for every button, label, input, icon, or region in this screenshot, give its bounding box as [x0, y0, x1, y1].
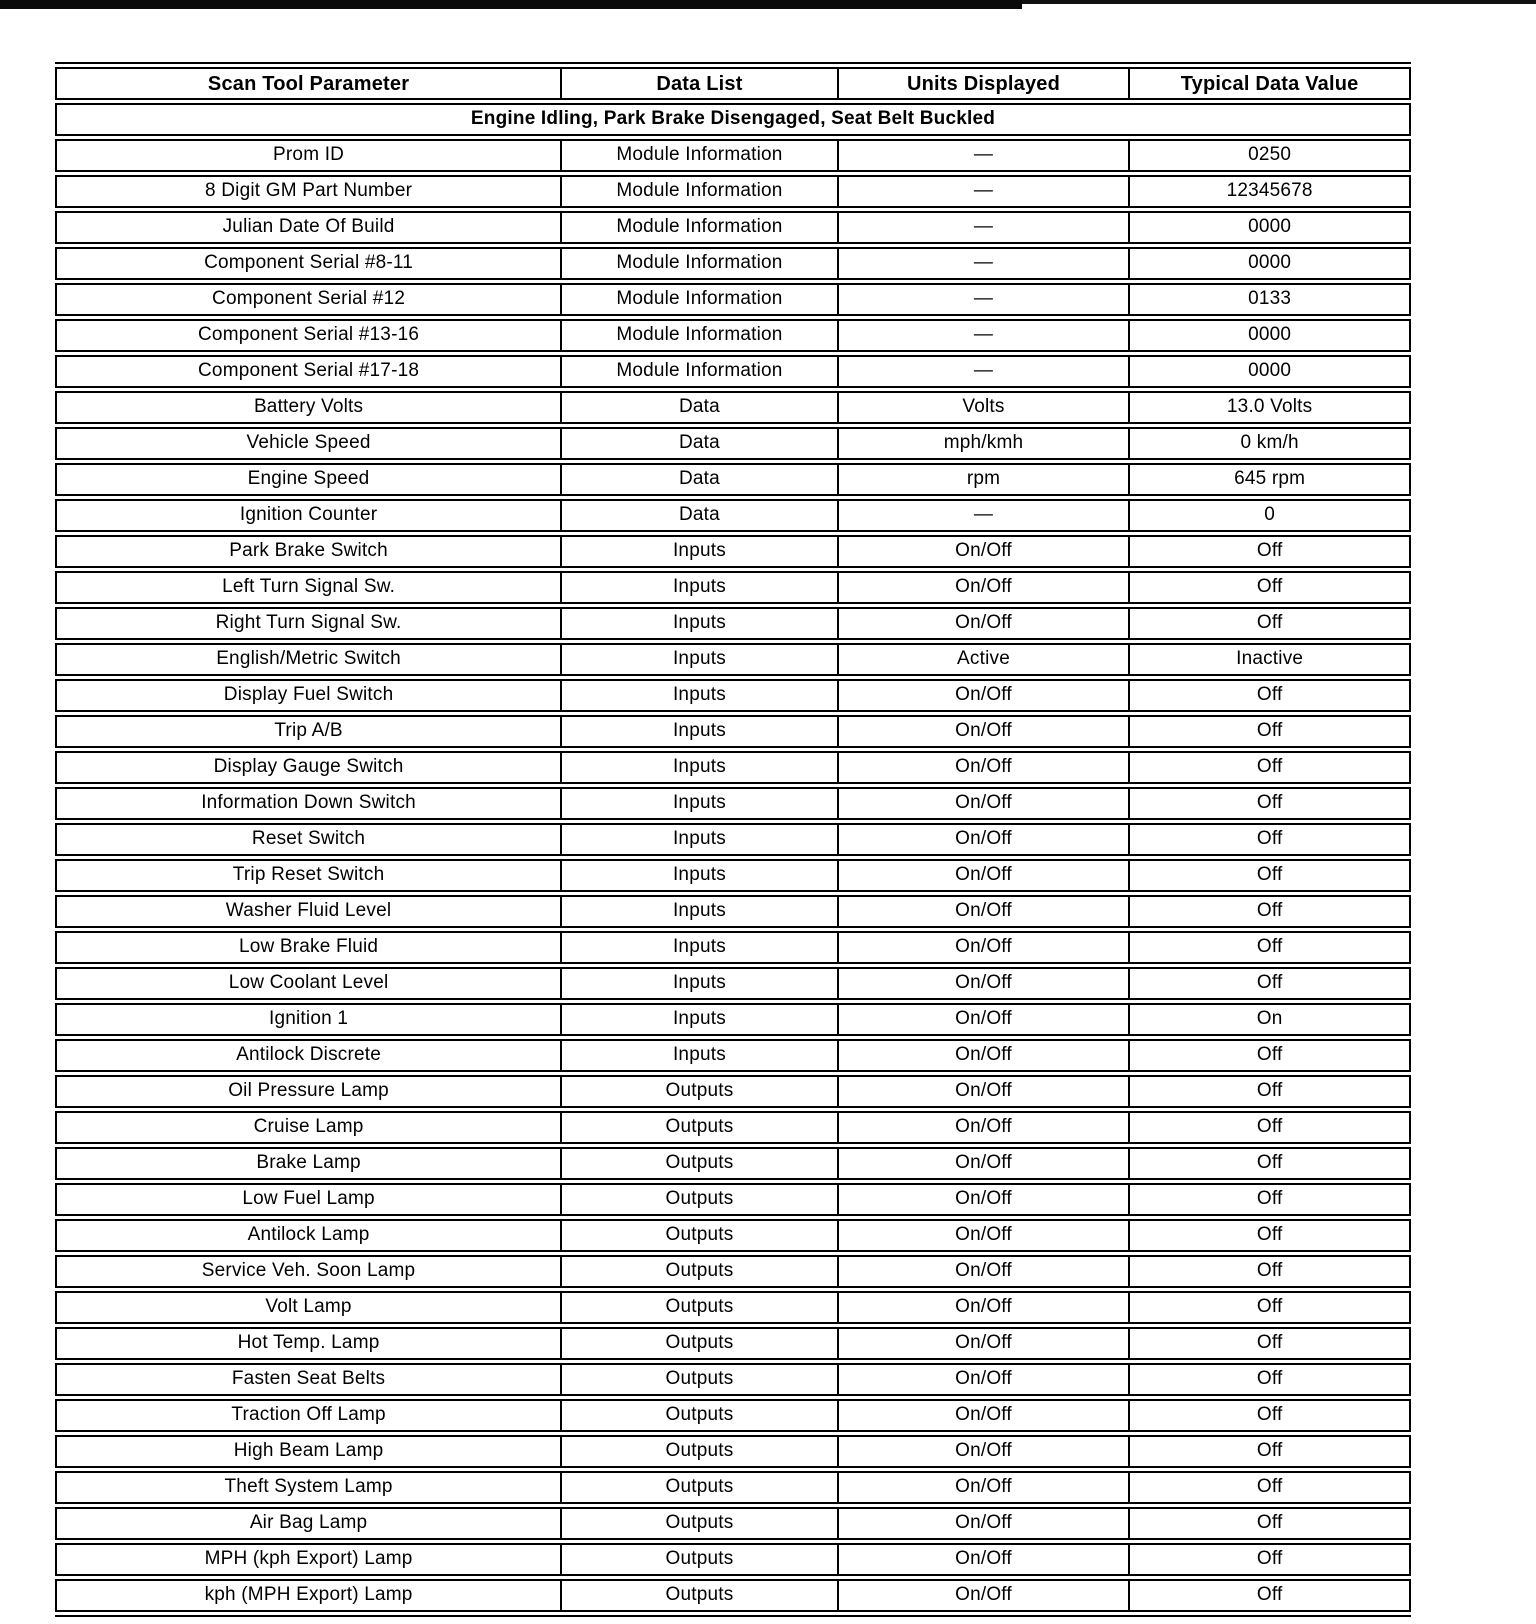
table-cell: Antilock Lamp: [55, 1219, 562, 1252]
table-cell: Outputs: [562, 1363, 839, 1396]
table-cell: Low Fuel Lamp: [55, 1183, 562, 1216]
table-cell: —: [839, 355, 1131, 388]
table-cell: Data: [562, 427, 839, 460]
table-cell: On/Off: [839, 1399, 1131, 1432]
table-cell: Washer Fluid Level: [55, 895, 562, 928]
table-cell: Off: [1130, 1579, 1411, 1612]
table-row: [55, 823, 1411, 856]
table-row: [55, 715, 1411, 748]
table-cell: Off: [1130, 1291, 1411, 1324]
table-cell: Off: [1130, 931, 1411, 964]
table-cell: Off: [1130, 895, 1411, 928]
table-cell: Module Information: [562, 283, 839, 316]
table-cell: Off: [1130, 1471, 1411, 1504]
table-row: [55, 751, 1411, 784]
table-row: [55, 499, 1411, 532]
table-cell: Vehicle Speed: [55, 427, 562, 460]
table-cell: Volt Lamp: [55, 1291, 562, 1324]
table-row: [55, 571, 1411, 604]
table-cell: Outputs: [562, 1111, 839, 1144]
table-cell: On/Off: [839, 571, 1131, 604]
table-cell: Active: [839, 643, 1131, 676]
table-cell: On/Off: [839, 607, 1131, 640]
table-cell: On/Off: [839, 1003, 1131, 1036]
table-cell: On/Off: [839, 787, 1131, 820]
table-cell: Volts: [839, 391, 1131, 424]
table-row: [55, 1075, 1411, 1108]
table-cell: Inputs: [562, 823, 839, 856]
table-row: [55, 1255, 1411, 1288]
table-row: [55, 355, 1411, 388]
table-cell: Off: [1130, 1399, 1411, 1432]
table-cell: Left Turn Signal Sw.: [55, 571, 562, 604]
table-cell: Brake Lamp: [55, 1147, 562, 1180]
table-cell: mph/kmh: [839, 427, 1131, 460]
table-cell: Inputs: [562, 679, 839, 712]
table-cell: English/Metric Switch: [55, 643, 562, 676]
table-cell: 0250: [1130, 139, 1411, 172]
table-cell: Fasten Seat Belts: [55, 1363, 562, 1396]
table-row: [55, 211, 1411, 244]
table-cell: Outputs: [562, 1327, 839, 1360]
table-cell: Inputs: [562, 535, 839, 568]
table-cell: Off: [1130, 607, 1411, 640]
table-cell: Off: [1130, 1183, 1411, 1216]
table-cell: Park Brake Switch: [55, 535, 562, 568]
table-cell: On/Off: [839, 823, 1131, 856]
table-cell: Outputs: [562, 1471, 839, 1504]
table-cell: 8 Digit GM Part Number: [55, 175, 562, 208]
table-cell: —: [839, 319, 1131, 352]
table-row: [55, 1471, 1411, 1504]
table-row: [55, 1399, 1411, 1432]
table-cell: Inputs: [562, 715, 839, 748]
scan-tool-parameter-table-wrap: [55, 62, 1411, 1617]
table-row: [55, 1147, 1411, 1180]
table-cell: kph (MPH Export) Lamp: [55, 1579, 562, 1612]
table-cell: Trip A/B: [55, 715, 562, 748]
table-cell: —: [839, 283, 1131, 316]
table-cell: Information Down Switch: [55, 787, 562, 820]
table-cell: 0000: [1130, 319, 1411, 352]
table-cell: On/Off: [839, 1435, 1131, 1468]
table-cell: Trip Reset Switch: [55, 859, 562, 892]
table-cell: Ignition Counter: [55, 499, 562, 532]
scan-tool-parameter-table: [55, 62, 1411, 1617]
header-units-displayed: Units Displayed: [839, 67, 1131, 100]
table-row: [55, 643, 1411, 676]
table-cell: Reset Switch: [55, 823, 562, 856]
table-cell: Component Serial #13-16: [55, 319, 562, 352]
table-cell: On/Off: [839, 1219, 1131, 1252]
table-cell: Inputs: [562, 931, 839, 964]
table-row: [55, 1363, 1411, 1396]
table-cell: 0000: [1130, 247, 1411, 280]
table-cell: Module Information: [562, 211, 839, 244]
table-cell: Module Information: [562, 355, 839, 388]
table-cell: Off: [1130, 787, 1411, 820]
table-cell: On/Off: [839, 535, 1131, 568]
table-cell: Off: [1130, 1219, 1411, 1252]
table-cell: Outputs: [562, 1075, 839, 1108]
table-cell: Outputs: [562, 1291, 839, 1324]
table-cell: Engine Speed: [55, 463, 562, 496]
table-cell: Inputs: [562, 751, 839, 784]
table-cell: Outputs: [562, 1255, 839, 1288]
table-cell: On/Off: [839, 1147, 1131, 1180]
table-row: [55, 319, 1411, 352]
table-row: [55, 1543, 1411, 1576]
table-cell: Outputs: [562, 1147, 839, 1180]
table-row: [55, 1111, 1411, 1144]
table-cell: Off: [1130, 715, 1411, 748]
table-cell: Component Serial #8-11: [55, 247, 562, 280]
table-cell: Off: [1130, 1435, 1411, 1468]
table-row: [55, 787, 1411, 820]
table-cell: On/Off: [839, 859, 1131, 892]
table-cell: Off: [1130, 1363, 1411, 1396]
table-row: [55, 931, 1411, 964]
table-cell: On/Off: [839, 1471, 1131, 1504]
table-cell: On/Off: [839, 1327, 1131, 1360]
table-row: [55, 1039, 1411, 1072]
table-cell: Inactive: [1130, 643, 1411, 676]
table-row: [55, 1219, 1411, 1252]
table-cell: On/Off: [839, 895, 1131, 928]
table-row: [55, 391, 1411, 424]
table-row: [55, 607, 1411, 640]
table-row: [55, 1327, 1411, 1360]
table-cell: Module Information: [562, 175, 839, 208]
table-cell: —: [839, 139, 1131, 172]
table-cell: On/Off: [839, 1075, 1131, 1108]
table-cell: Off: [1130, 859, 1411, 892]
table-cell: 0 km/h: [1130, 427, 1411, 460]
table-cell: 12345678: [1130, 175, 1411, 208]
table-cell: Inputs: [562, 967, 839, 1000]
table-cell: Data: [562, 499, 839, 532]
table-cell: Inputs: [562, 643, 839, 676]
table-cell: On/Off: [839, 715, 1131, 748]
table-cell: On/Off: [839, 679, 1131, 712]
table-cell: Inputs: [562, 1003, 839, 1036]
table-cell: Off: [1130, 535, 1411, 568]
table-cell: On/Off: [839, 1183, 1131, 1216]
table-cell: MPH (kph Export) Lamp: [55, 1543, 562, 1576]
table-cell: Outputs: [562, 1579, 839, 1612]
table-cell: —: [839, 175, 1131, 208]
table-cell: Inputs: [562, 1039, 839, 1072]
table-cell: Off: [1130, 751, 1411, 784]
table-cell: Off: [1130, 823, 1411, 856]
table-cell: Off: [1130, 1327, 1411, 1360]
table-row: [55, 895, 1411, 928]
table-cell: Module Information: [562, 139, 839, 172]
table-cell: Traction Off Lamp: [55, 1399, 562, 1432]
table-cell: Data: [562, 391, 839, 424]
table-cell: Outputs: [562, 1507, 839, 1540]
table-row: [55, 1183, 1411, 1216]
header-data-list: Data List: [562, 67, 839, 100]
header-typical-data-value: Typical Data Value: [1130, 67, 1411, 100]
table-header: [55, 67, 1411, 136]
table-cell: Off: [1130, 1543, 1411, 1576]
table-cell: Component Serial #17-18: [55, 355, 562, 388]
table-body: [55, 139, 1411, 1612]
table-cell: Julian Date Of Build: [55, 211, 562, 244]
table-cell: Air Bag Lamp: [55, 1507, 562, 1540]
table-cell: Ignition 1: [55, 1003, 562, 1036]
table-cell: Theft System Lamp: [55, 1471, 562, 1504]
table-cell: Off: [1130, 967, 1411, 1000]
table-cell: Off: [1130, 1111, 1411, 1144]
header-scan-tool-parameter: Scan Tool Parameter: [55, 67, 562, 100]
table-cell: Outputs: [562, 1399, 839, 1432]
table-cell: —: [839, 211, 1131, 244]
table-cell: 0000: [1130, 211, 1411, 244]
table-cell: Outputs: [562, 1183, 839, 1216]
table-cell: On/Off: [839, 1255, 1131, 1288]
table-cell: Right Turn Signal Sw.: [55, 607, 562, 640]
table-cell: 0: [1130, 499, 1411, 532]
table-cell: 0133: [1130, 283, 1411, 316]
table-cell: Off: [1130, 1147, 1411, 1180]
table-cell: Battery Volts: [55, 391, 562, 424]
table-cell: Display Gauge Switch: [55, 751, 562, 784]
scan-edge-artifact: [0, 0, 1022, 9]
table-cell: Display Fuel Switch: [55, 679, 562, 712]
table-cell: Off: [1130, 1039, 1411, 1072]
subheader-row: [55, 103, 1411, 136]
table-row: [55, 283, 1411, 316]
table-row: [55, 1291, 1411, 1324]
table-cell: Module Information: [562, 319, 839, 352]
table-cell: Inputs: [562, 859, 839, 892]
condition-subheader: Engine Idling, Park Brake Disengaged, Seat Belt Buckled: [55, 103, 1411, 136]
table-cell: Component Serial #12: [55, 283, 562, 316]
table-cell: Inputs: [562, 787, 839, 820]
table-cell: Hot Temp. Lamp: [55, 1327, 562, 1360]
table-row: [55, 1003, 1411, 1036]
table-cell: 645 rpm: [1130, 463, 1411, 496]
table-cell: On/Off: [839, 1543, 1131, 1576]
table-cell: On/Off: [839, 1039, 1131, 1072]
table-cell: On/Off: [839, 1111, 1131, 1144]
table-cell: Service Veh. Soon Lamp: [55, 1255, 562, 1288]
table-cell: On/Off: [839, 967, 1131, 1000]
table-cell: Off: [1130, 679, 1411, 712]
table-cell: Oil Pressure Lamp: [55, 1075, 562, 1108]
table-row: [55, 247, 1411, 280]
table-cell: Off: [1130, 1255, 1411, 1288]
table-cell: Outputs: [562, 1219, 839, 1252]
scan-edge-artifact-thin: [1022, 0, 1536, 4]
table-row: [55, 1435, 1411, 1468]
header-row: [55, 67, 1411, 100]
table-cell: —: [839, 247, 1131, 280]
table-cell: Inputs: [562, 571, 839, 604]
table-cell: On/Off: [839, 1579, 1131, 1612]
table-cell: Low Coolant Level: [55, 967, 562, 1000]
table-cell: Antilock Discrete: [55, 1039, 562, 1072]
table-cell: On/Off: [839, 1363, 1131, 1396]
table-cell: Outputs: [562, 1543, 839, 1576]
table-row: [55, 175, 1411, 208]
table-cell: Outputs: [562, 1435, 839, 1468]
table-row: [55, 679, 1411, 712]
table-row: [55, 859, 1411, 892]
table-cell: rpm: [839, 463, 1131, 496]
table-cell: Data: [562, 463, 839, 496]
table-cell: On: [1130, 1003, 1411, 1036]
table-cell: Prom ID: [55, 139, 562, 172]
table-cell: On/Off: [839, 1507, 1131, 1540]
table-cell: Off: [1130, 1507, 1411, 1540]
table-cell: 0000: [1130, 355, 1411, 388]
table-row: [55, 1507, 1411, 1540]
table-row: [55, 1579, 1411, 1612]
table-cell: 13.0 Volts: [1130, 391, 1411, 424]
table-row: [55, 463, 1411, 496]
table-row: [55, 427, 1411, 460]
table-row: [55, 139, 1411, 172]
table-cell: High Beam Lamp: [55, 1435, 562, 1468]
table-cell: On/Off: [839, 751, 1131, 784]
table-cell: On/Off: [839, 1291, 1131, 1324]
table-row: [55, 967, 1411, 1000]
table-cell: Off: [1130, 1075, 1411, 1108]
table-cell: Module Information: [562, 247, 839, 280]
table-cell: Inputs: [562, 607, 839, 640]
table-cell: Inputs: [562, 895, 839, 928]
table-cell: Off: [1130, 571, 1411, 604]
table-cell: Low Brake Fluid: [55, 931, 562, 964]
table-cell: —: [839, 499, 1131, 532]
table-row: [55, 535, 1411, 568]
table-cell: On/Off: [839, 931, 1131, 964]
table-cell: Cruise Lamp: [55, 1111, 562, 1144]
